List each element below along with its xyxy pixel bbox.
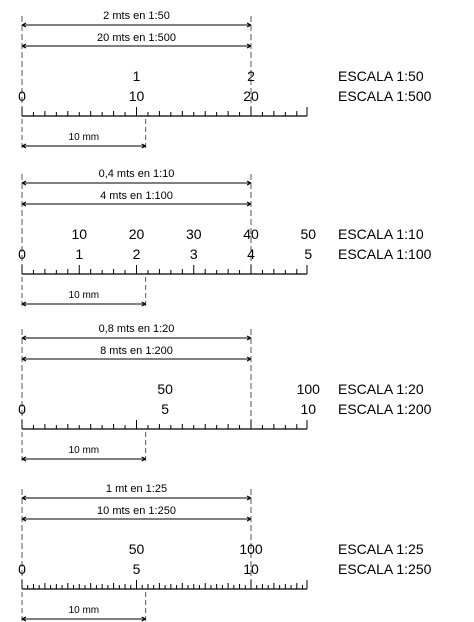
scale-number-top: 30	[185, 226, 202, 242]
dimension-label-top: 1 mt en 1:25	[105, 483, 168, 495]
dimension-label-top: 0,8 mts en 1:20	[98, 323, 175, 335]
scale-number-bottom: 0	[18, 401, 26, 417]
scale-label-top: ESCALA 1:10	[338, 226, 424, 242]
dimension-label-bottom: 10 mts en 1:250	[97, 505, 176, 517]
mm-reference-label: 10 mm	[68, 445, 100, 456]
dimension-label-bottom: 20 mts en 1:500	[97, 32, 176, 44]
mm-reference-label: 10 mm	[68, 290, 100, 301]
scale-number-bottom: 10	[300, 401, 317, 417]
scale-number-bottom: 10	[243, 561, 259, 577]
scale-number-top: 50	[157, 381, 173, 397]
scale-label-top: ESCALA 1:50	[338, 68, 424, 84]
scale-label-top: ESCALA 1:20	[338, 381, 424, 397]
scale-number-top: 2	[247, 68, 255, 84]
scale-block-4	[18, 483, 432, 622]
scale-number-bottom: 3	[189, 246, 198, 262]
scale-number-bottom: 0	[18, 561, 26, 577]
mm-reference-label: 10 mm	[68, 605, 100, 616]
scale-label-bottom: ESCALA 1:100	[338, 246, 432, 262]
scale-number-bottom: 5	[304, 246, 313, 262]
scale-number-top: 100	[296, 381, 320, 397]
scale-block-2	[18, 168, 432, 308]
scale-block-1	[18, 10, 432, 150]
scale-number-bottom: 20	[243, 88, 259, 104]
scale-number-bottom: 2	[132, 246, 141, 262]
scale-label-top: ESCALA 1:25	[338, 541, 424, 557]
dimension-label-top: 0,4 mts en 1:10	[98, 168, 175, 180]
scale-label-bottom: ESCALA 1:200	[338, 401, 432, 417]
scale-number-bottom: 5	[132, 561, 141, 577]
scale-number-bottom: 1	[75, 246, 84, 262]
scale-number-top: 10	[71, 226, 88, 242]
dimension-label-top: 2 mts en 1:50	[103, 10, 170, 22]
scale-number-bottom: 10	[128, 88, 145, 104]
scale-number-top: 50	[128, 541, 145, 557]
dimension-label-bottom: 4 mts en 1:100	[100, 190, 173, 202]
scale-number-bottom: 5	[161, 401, 170, 417]
scale-number-top: 100	[239, 541, 263, 557]
scale-number-top: 20	[128, 226, 145, 242]
mm-reference-label: 10 mm	[68, 132, 100, 143]
scale-number-bottom: 0	[18, 88, 26, 104]
scale-label-bottom: ESCALA 1:250	[338, 561, 432, 577]
scale-block-3	[18, 323, 432, 463]
scale-number-bottom: 4	[247, 246, 255, 262]
scale-number-top: 50	[300, 226, 317, 242]
scale-number-bottom: 0	[18, 246, 26, 262]
dimension-label-bottom: 8 mts en 1:200	[100, 345, 173, 357]
scale-number-top: 40	[243, 226, 259, 242]
scale-number-top: 1	[132, 68, 141, 84]
scale-label-bottom: ESCALA 1:500	[338, 88, 432, 104]
